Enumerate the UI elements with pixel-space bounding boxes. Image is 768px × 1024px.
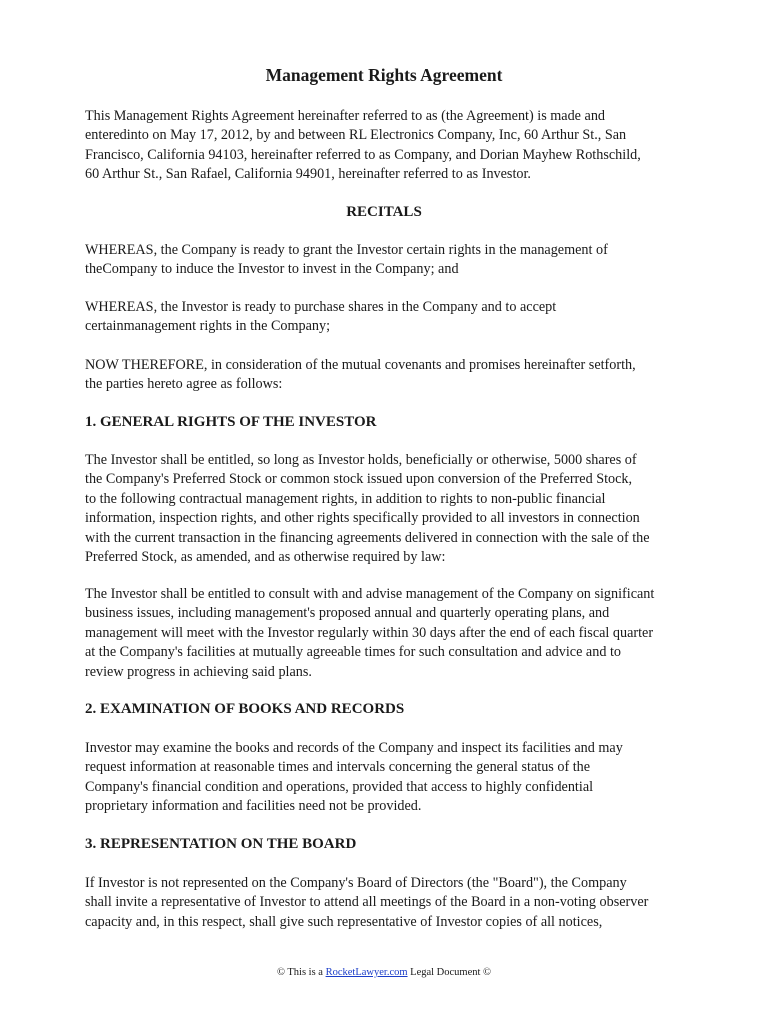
text-line: theCompany to induce the Investor to invest in the Company; and	[85, 261, 459, 278]
text-line: enteredinto on May 17, 2012, by and between RL Electronics Company, Inc, 60 Arthur St., San	[85, 127, 627, 144]
text-line: capacity and, in this respect, shall give such representative of Investor copies of all notices,	[85, 913, 603, 930]
text-line: management will meet with the Investor regularly within 30 days after the end of each fiscal quarter	[85, 624, 654, 641]
text-line: WHEREAS, the Company is ready to grant the Investor certain rights in the management of	[85, 242, 608, 258]
text-line: at the Company's facilities at mutually agreeable times for such consultation and advice and to	[85, 644, 622, 661]
section-1-paragraph-1	[85, 451, 695, 567]
intro-paragraph	[85, 107, 695, 185]
text-line: Francisco, California 94103, hereinafter referred to as Company, and Dorian Mayhew Rothschild,	[85, 146, 641, 163]
section-3-paragraph-1	[85, 874, 695, 932]
whereas-paragraph-1	[85, 241, 695, 280]
section-1-paragraph-2	[85, 585, 695, 682]
text-line: with the current transaction in the financing agreements delivered in connection with the sale of the	[85, 529, 650, 546]
text-line: Preferred Stock, as amended, and as otherwise required by law:	[85, 549, 446, 566]
document-title: Management Rights Agreement	[265, 65, 503, 85]
section-2-heading: 2. EXAMINATION OF BOOKS AND RECORDS	[85, 701, 405, 717]
text-line: certainmanagement rights in the Company;	[85, 318, 331, 335]
text-line: information, inspection rights, and other rights specifically provided to all investors in connection	[85, 510, 640, 527]
whereas-paragraph-2	[85, 298, 695, 337]
text-line: business issues, including management's proposed annual and quarterly operating plans, and	[85, 605, 610, 622]
text-line: the Company's Preferred Stock or common stock issued upon conversion of the Preferred Stock,	[85, 471, 633, 488]
text-line: 60 Arthur St., San Rafael, California 94901, hereinafter referred to as Investor.	[85, 166, 531, 183]
text-line: the parties hereto agree as follows:	[85, 376, 283, 393]
text-line: request information at reasonable times and intervals concerning the general status of the	[85, 759, 591, 776]
text-line: The Investor shall be entitled to consult with and advise management of the Company on significant	[85, 586, 655, 602]
recitals-heading: RECITALS	[346, 204, 422, 220]
text-line: review progress in achieving said plans.	[85, 663, 312, 680]
section-1-heading: 1. GENERAL RIGHTS OF THE INVESTOR	[85, 414, 377, 430]
text-line: This Management Rights Agreement hereinafter referred to as (the Agreement) is made and	[85, 108, 606, 124]
text-line: Company's financial condition and operations, provided that access to highly confidential	[85, 778, 594, 795]
now-therefore-paragraph	[85, 356, 695, 395]
text-line: shall invite a representative of Investor to attend all meetings of the Board in a non-voting observer	[85, 894, 649, 911]
text-line: If Investor is not represented on the Company's Board of Directors (the "Board"), the Company	[85, 875, 627, 891]
text-line: proprietary information and facilities need not be provided.	[85, 798, 422, 815]
page-footer	[0, 966, 768, 980]
text-line: NOW THEREFORE, in consideration of the mutual covenants and promises hereinafter setforth,	[85, 357, 636, 373]
footer-suffix: Legal Document ©	[407, 967, 492, 978]
text-line: Investor may examine the books and records of the Company and inspect its facilities and may	[85, 740, 623, 756]
text-line: The Investor shall be entitled, so long as Investor holds, beneficially or otherwise, 5000 shares of	[85, 452, 637, 468]
rocketlawyer-link[interactable]: RocketLawyer.com	[325, 967, 408, 978]
section-2-paragraph-1	[85, 739, 695, 817]
footer-prefix: © This is a	[276, 967, 326, 978]
text-line: to the following contractual management rights, in addition to rights to non-public financial	[85, 490, 606, 507]
section-3-heading: 3. REPRESENTATION ON THE BOARD	[85, 836, 357, 852]
text-line: WHEREAS, the Investor is ready to purchase shares in the Company and to accept	[85, 299, 557, 315]
